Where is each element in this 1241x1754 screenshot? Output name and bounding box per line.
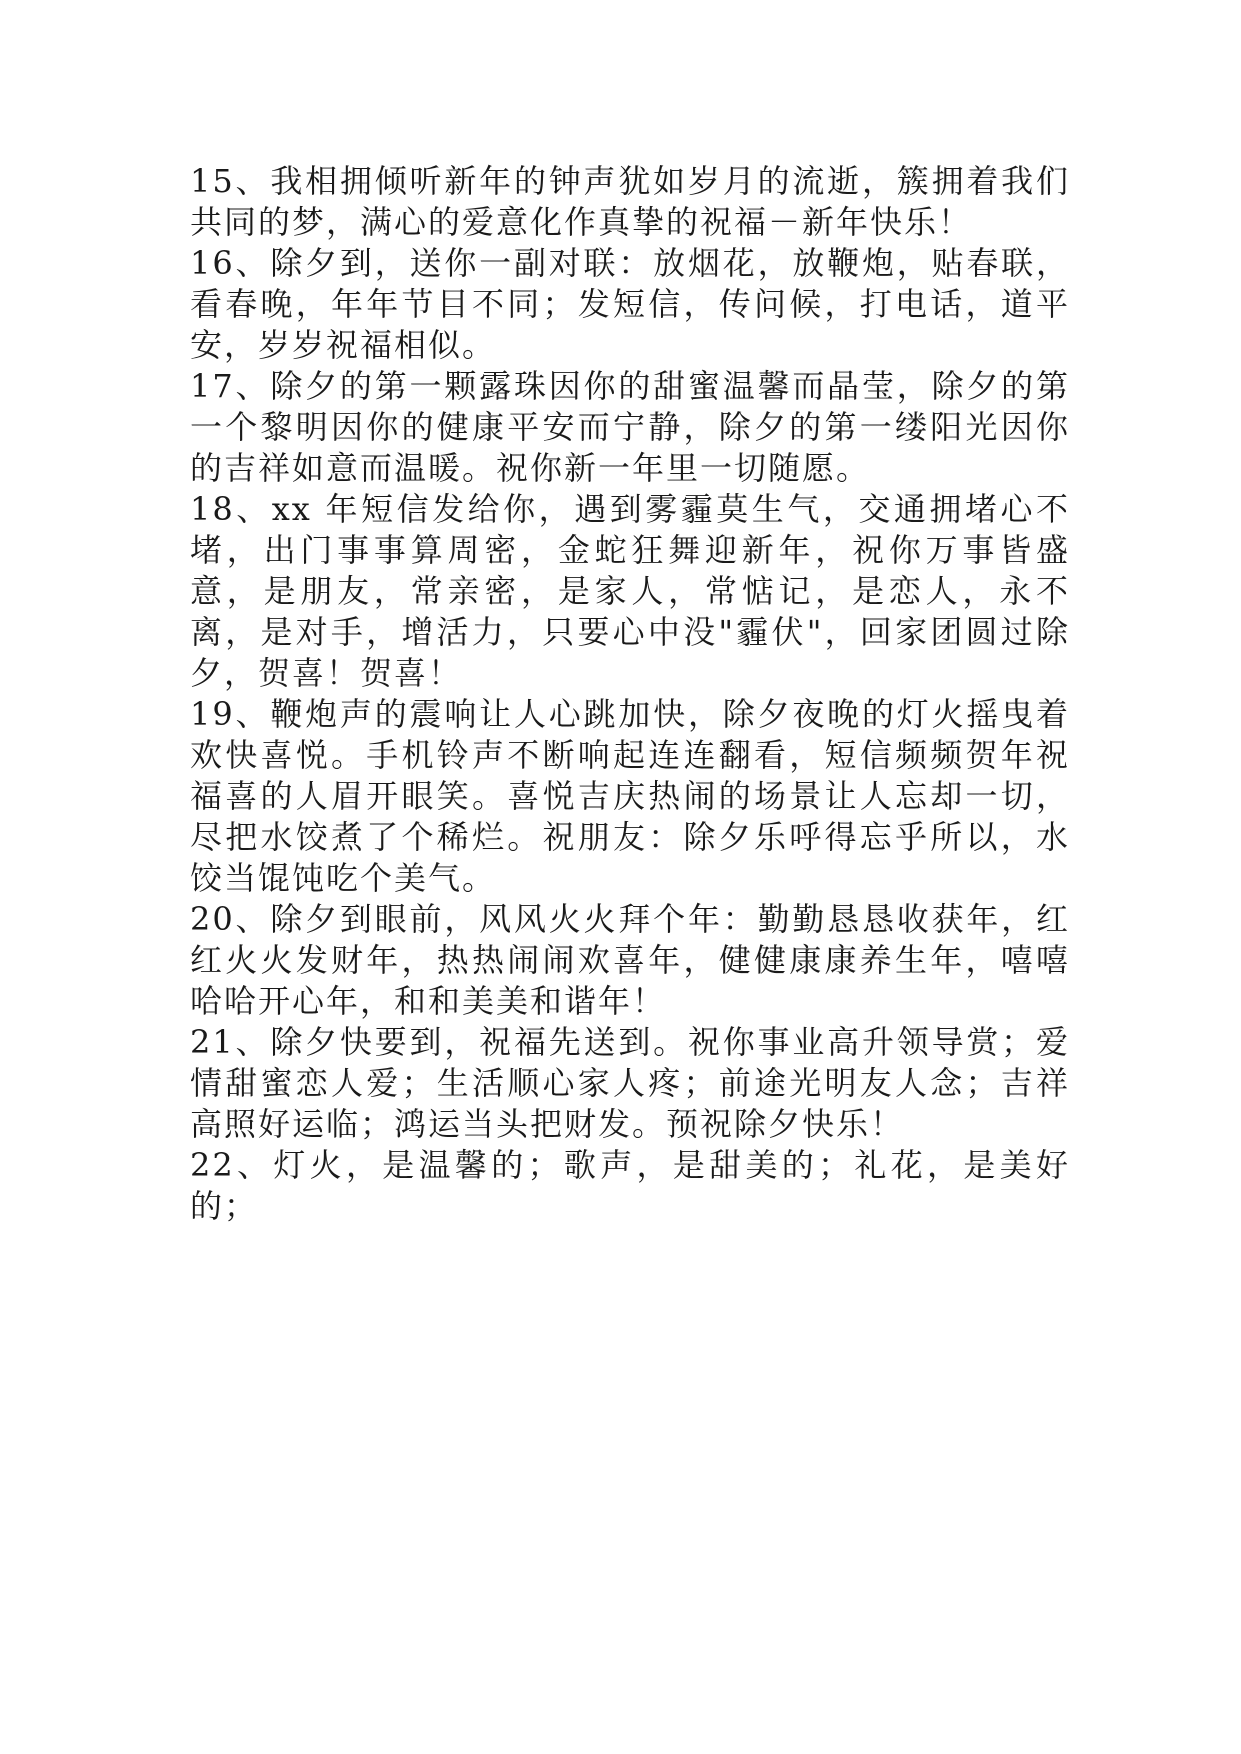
paragraph-17: 17、除夕的第一颗露珠因你的甜蜜温馨而晶莹，除夕的第一个黎明因你的健康平安而宁静，除夕的第一缕阳光因你的吉祥如意而温暖。祝你新一年里一切随愿。 <box>190 367 1070 487</box>
paragraph-21: 21、除夕快要到，祝福先送到。祝你事业高升领导赏；爱情甜蜜恋人爱；生活顺心家人疼；前途光明友人念；吉祥高照好运临；鸿运当头把财发。预祝除夕快乐！ <box>190 1023 1070 1143</box>
paragraph-18: 18、xx 年短信发给你，遇到雾霾莫生气，交通拥堵心不堵，出门事事算周密，金蛇狂舞迎新年，祝你万事皆盛意，是朋友，常亲密，是家人，常惦记，是恋人，永不离，是对手，增活力，只要心中没"霾伏"，回家团圆过除夕，贺喜！贺喜！ <box>190 490 1070 692</box>
paragraph-16: 16、除夕到，送你一副对联：放烟花，放鞭炮，贴春联，看春晚，年年节目不同；发短信，传问候，打电话，道平安，岁岁祝福相似。 <box>190 244 1070 364</box>
paragraph-22: 22、灯火，是温馨的；歌声，是甜美的；礼花，是美好的； <box>190 1146 1070 1225</box>
document-body <box>190 161 1070 1227</box>
paragraph-15: 15、我相拥倾听新年的钟声犹如岁月的流逝，簇拥着我们共同的梦，满心的爱意化作真挚的祝福－新年快乐！ <box>190 162 1070 241</box>
paragraph-19: 19、鞭炮声的震响让人心跳加快，除夕夜晚的灯火摇曳着欢快喜悦。手机铃声不断响起连连翻看，短信频频贺年祝福喜的人眉开眼笑。喜悦吉庆热闹的场景让人忘却一切，尽把水饺煮了个稀烂。祝朋友：除夕乐呼得忘乎所以，水饺当馄饨吃个美气。 <box>190 695 1070 897</box>
paragraph-20: 20、除夕到眼前，风风火火拜个年：勤勤恳恳收获年，红红火火发财年，热热闹闹欢喜年，健健康康养生年，嘻嘻哈哈开心年，和和美美和谐年！ <box>190 900 1070 1020</box>
